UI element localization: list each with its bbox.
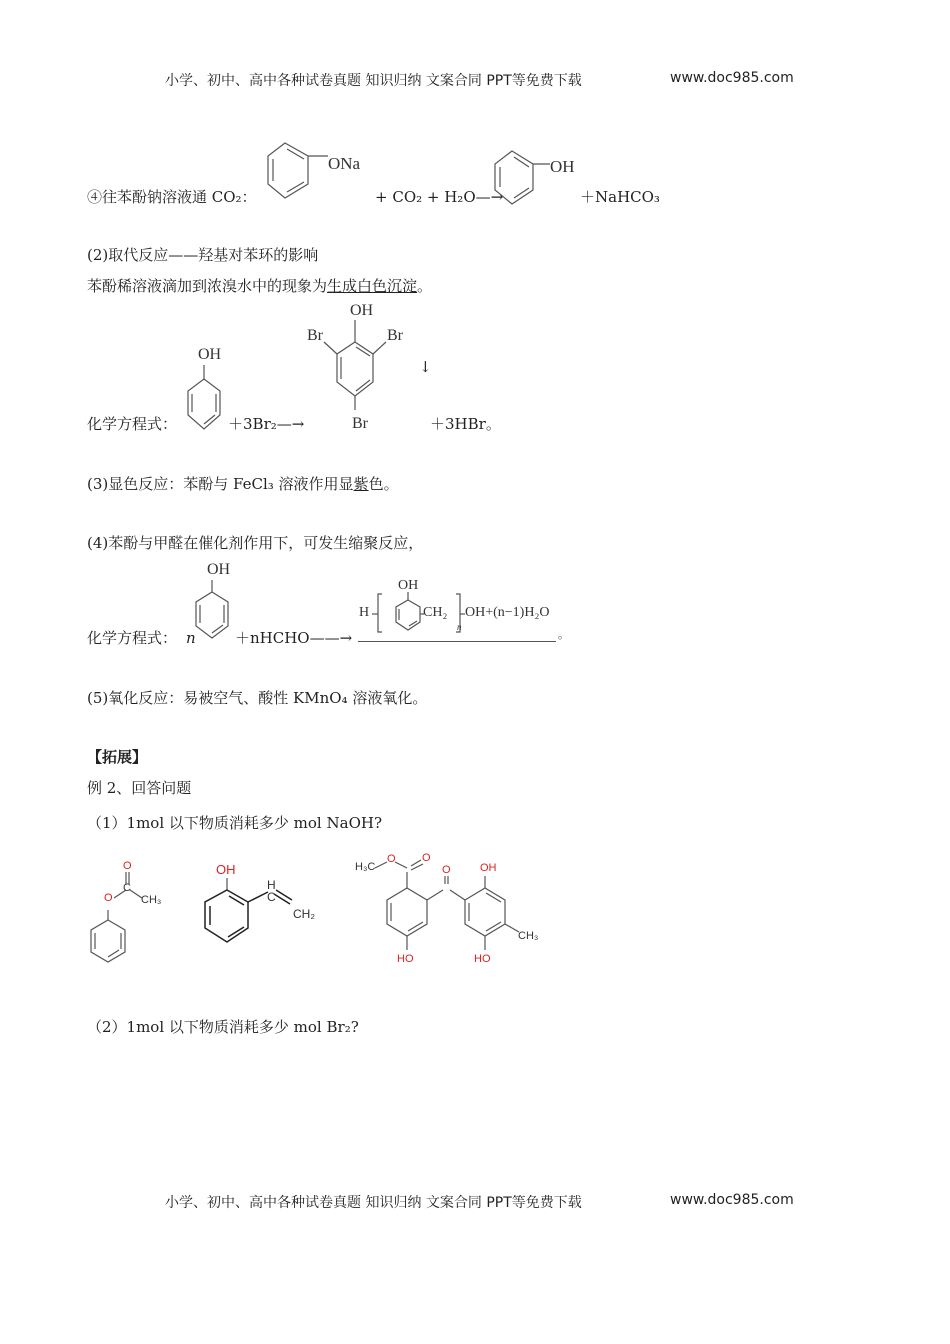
oh-label: OH (350, 302, 374, 319)
oh-label: OH (550, 157, 575, 176)
ona-label: ONa (328, 154, 361, 173)
s4-prefix: ④往苯酚钠溶液通 CO₂： (87, 188, 257, 206)
footer-text: 小学、初中、高中各种试卷真题 知识归纳 文案合同 PPT等免费下载 (165, 1195, 582, 1211)
s4-mid: + CO₂ + H₂O—→ (375, 188, 504, 206)
phenol-ring-icon (195, 580, 231, 642)
o-label: O (442, 864, 451, 876)
tribromophenol-ring-icon (320, 320, 390, 410)
o-label: O (123, 860, 132, 872)
benzene-ring-icon (268, 140, 328, 204)
sub2-line-end: 。 (417, 277, 433, 295)
header-text: 小学、初中、高中各种试卷真题 知识归纳 文案合同 PPT等免费下载 (165, 73, 582, 89)
sub4-eq-label: 化学方程式： (87, 629, 178, 647)
oh-label: OH (398, 578, 419, 593)
oh-label: OH (198, 346, 222, 363)
vinylphenol-structure (190, 870, 300, 960)
ext-example: 例 2、回答问题 (87, 779, 192, 797)
oh-label: OH (207, 561, 231, 578)
o-label: O (387, 853, 396, 865)
sub3-prefix: (3)显色反应：苯酚与 FeCl₃ 溶液作用显 (87, 475, 354, 493)
sub4-n: n (186, 629, 196, 647)
sub2-eq-label: 化学方程式： (87, 415, 178, 433)
phenyl-acetate-structure (88, 860, 168, 970)
oh-label: OH (216, 862, 236, 877)
benzene-ring-icon (495, 148, 551, 208)
n-label: n (457, 622, 462, 632)
ho-label: HO (397, 953, 414, 965)
ch2-label: CH₂ (293, 907, 315, 921)
oh-label: OH (480, 862, 497, 874)
h-label: H (267, 878, 276, 892)
h3c-label: H₃C (355, 861, 376, 873)
sub2-title: (2)取代反应——羟基对苯环的影响 (87, 246, 319, 264)
ext-q2: （2）1mol 以下物质消耗多少 mol Br₂? (87, 1018, 359, 1036)
ch3-label: CH₃ (141, 894, 162, 906)
precipitate-arrow: ↓ (419, 358, 432, 376)
footer-site: www.doc985.com (670, 1192, 794, 1208)
sub3-line (87, 475, 399, 493)
ext-q1: （1）1mol 以下物质消耗多少 mol NaOH? (87, 814, 382, 832)
sub2-line (87, 277, 432, 295)
br-label: Br (352, 415, 368, 432)
h-label: H (359, 605, 370, 620)
o-label: O (422, 852, 431, 864)
sub2-reagent: ＋3Br₂—→ (228, 415, 305, 433)
sub2-end: ＋3HBr。 (430, 415, 501, 433)
c-label: C (123, 882, 131, 894)
br-label: Br (387, 327, 403, 344)
sub4-reagent: ＋nHCHO——→ (235, 629, 353, 647)
s4-end: ＋NaHCO₃ (580, 188, 660, 206)
sub3-answer: 紫 (353, 475, 369, 493)
sub4-title: (4)苯酚与甲醛在催化剂作用下，可发生缩聚反应， (87, 534, 424, 552)
sub2-line-prefix: 苯酚稀溶液滴加到浓溴水中的现象为 (87, 277, 328, 295)
br-label: Br (307, 327, 323, 344)
c-label: C (267, 890, 276, 904)
header-site: www.doc985.com (670, 70, 794, 86)
ch2-label: CH₂ (423, 605, 448, 620)
ch3-label: CH₃ (518, 930, 539, 942)
sub2-answer: 生成白色沉淀 (327, 277, 418, 295)
product-end: OH+(n−1)H₂O (465, 605, 550, 620)
o-label: O (104, 892, 113, 904)
phenol-ring-icon (187, 365, 223, 435)
ext-title: 【拓展】 (87, 748, 148, 766)
answer-underline (358, 641, 556, 642)
polymer-unit-icon (368, 592, 468, 640)
sub3-end: 色。 (368, 475, 399, 493)
ho-label: HO (474, 953, 491, 965)
sub5-text: (5)氧化反应：易被空气、酸性 KMnO₄ 溶液氧化。 (87, 689, 428, 707)
sub4-end: 。 (558, 628, 569, 641)
